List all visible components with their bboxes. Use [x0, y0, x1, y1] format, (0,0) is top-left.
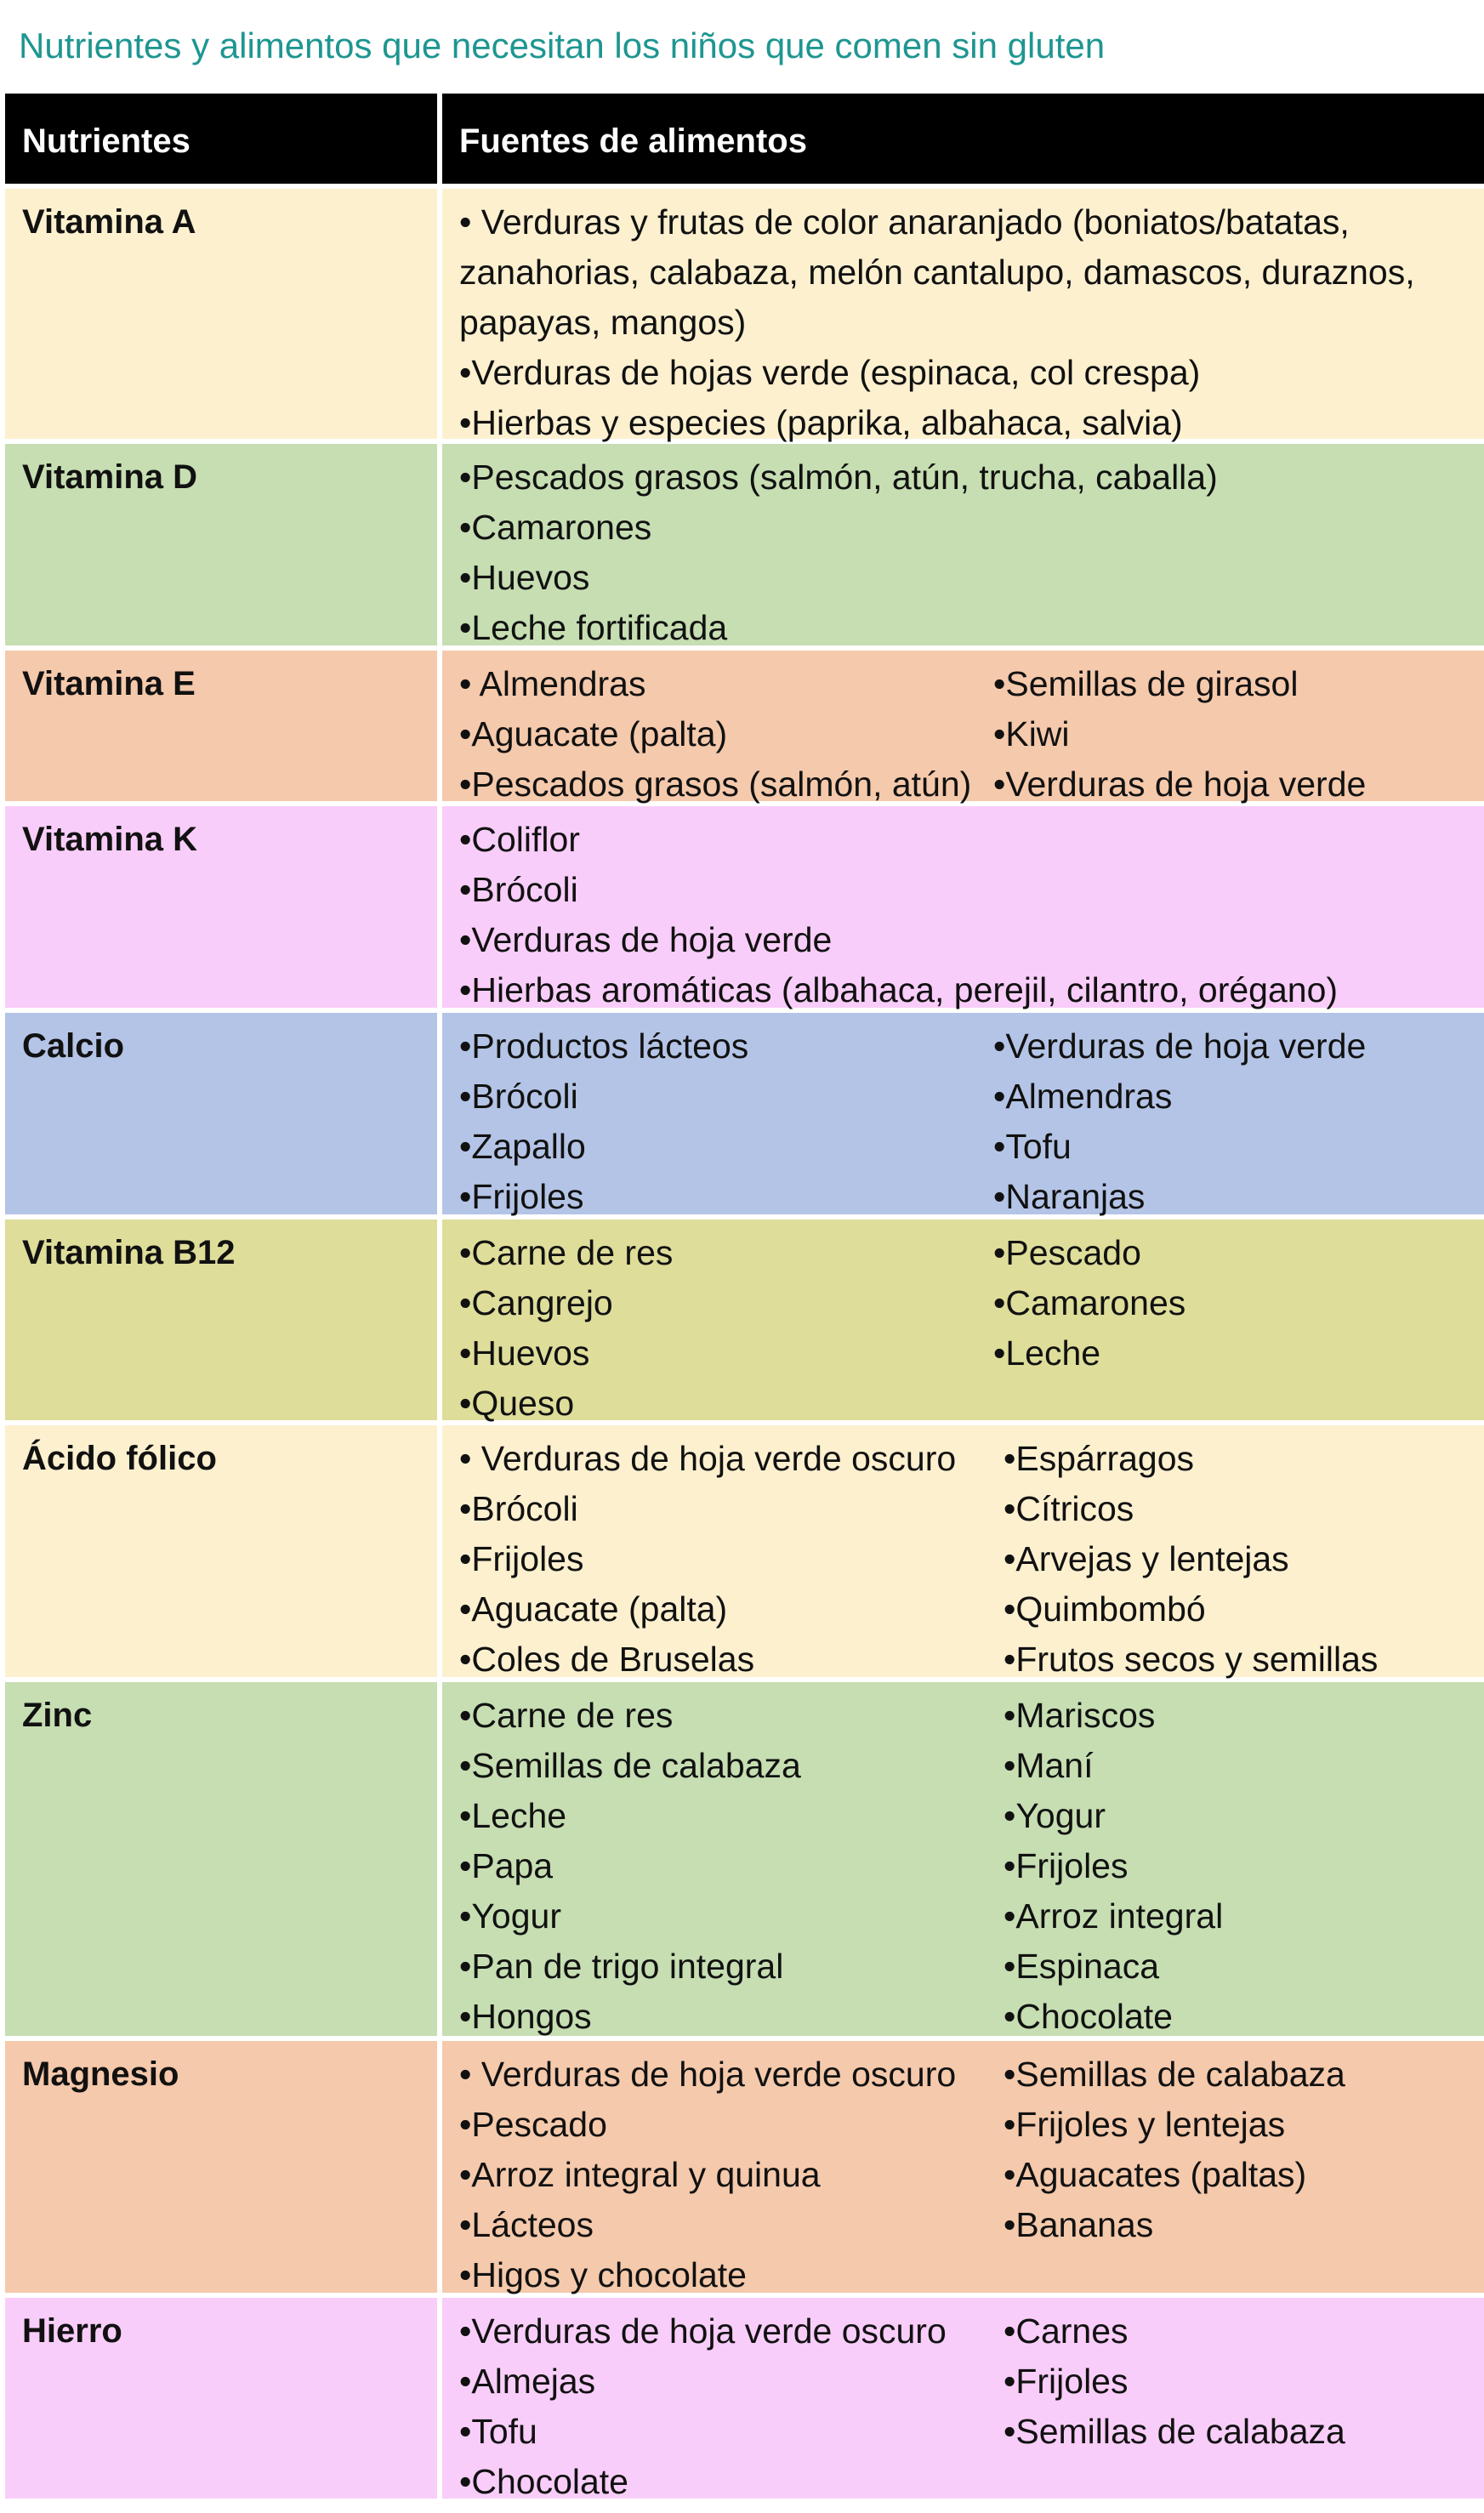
list-item: •Hongos	[459, 1997, 592, 2036]
list-item: •Yogur	[459, 1896, 561, 1936]
list-item: •Leche	[459, 1796, 567, 1835]
nutrient-name: Vitamina E	[5, 651, 442, 801]
list-item: •Huevos	[459, 558, 590, 597]
list-item: •Brócoli	[459, 1489, 578, 1528]
table-row	[5, 2041, 1484, 2298]
list-item: •Verduras de hoja verde oscuro	[459, 2311, 947, 2351]
list-item: •Cítricos	[1004, 1489, 1134, 1528]
list-item: •Higos y chocolate	[459, 2255, 747, 2294]
table-row	[5, 806, 1484, 1013]
list-item: •Cangrejo	[459, 1283, 613, 1322]
list-item: •Zapallo	[459, 1127, 586, 1166]
list-item: •Tofu	[993, 1127, 1072, 1166]
list-item: • Verduras de hoja verde oscuro	[459, 1439, 957, 1478]
list-item: •Verduras de hoja verde	[459, 920, 833, 959]
nutrient-name: Hierro	[5, 2298, 442, 2499]
nutrient-name: Vitamina A	[5, 189, 442, 439]
list-item: •Aguacate (palta)	[459, 1589, 728, 1629]
list-item: •Hierbas aromáticas (albahaca, perejil, cilantro, orégano)	[459, 970, 1339, 1009]
list-item: •Lácteos	[459, 2205, 594, 2244]
food-column-left	[459, 1434, 1004, 1677]
table-row	[5, 189, 1484, 444]
header-nutrientes: Nutrientes	[5, 94, 442, 184]
list-item: •Huevos	[459, 1333, 590, 1373]
list-item: •Pescado	[993, 1233, 1141, 1272]
list-item: •Arroz integral y quinua	[459, 2155, 821, 2194]
food-sources	[442, 444, 1484, 645]
list-item: •Aguacate (palta)	[459, 714, 728, 753]
list-item: •Verduras de hojas verde (espinaca, col crespa)	[459, 353, 1201, 392]
list-item: •Semillas de calabaza	[1004, 2055, 1345, 2094]
list-item: •Verduras de hoja verde	[993, 765, 1367, 804]
nutrients-table	[5, 94, 1484, 2504]
food-sources	[442, 1682, 1484, 2036]
food-column-right	[1004, 1434, 1468, 1677]
food-column-left	[459, 815, 1468, 1008]
table-row	[5, 2298, 1484, 2504]
list-item: •Chocolate	[459, 2462, 628, 2501]
list-item: •Semillas de calabaza	[459, 1746, 801, 1785]
list-item: •Maní	[1004, 1746, 1094, 1785]
list-item: •Pan de trigo integral	[459, 1947, 784, 1986]
list-item: •Quimbombó	[1004, 1589, 1206, 1629]
list-item: •Carne de res	[459, 1233, 674, 1272]
list-item: •Camarones	[993, 1283, 1186, 1322]
food-column-left	[459, 2050, 1004, 2293]
table-body	[5, 189, 1484, 2504]
table-row	[5, 1013, 1484, 1220]
list-item: • Verduras de hoja verde oscuro	[459, 2055, 957, 2094]
list-item: •Tofu	[459, 2412, 537, 2451]
list-item: •Arroz integral	[1004, 1896, 1224, 1936]
food-column-right	[993, 659, 1468, 804]
food-column-right	[1004, 1691, 1468, 2036]
food-column-right	[1004, 2306, 1468, 2499]
table-row	[5, 1682, 1484, 2041]
list-item: •Naranjas	[993, 1177, 1146, 1216]
list-item: •Pescado	[459, 2105, 607, 2144]
list-item: •Papa	[459, 1846, 554, 1885]
list-item: • Verduras y frutas de color anaranjado (boniatos/batatas, zanahorias, calabaza, melón cantalupo, damascos, duraznos, papayas, mangos)	[459, 202, 1415, 342]
list-item: •Productos lácteos	[459, 1026, 749, 1066]
list-item: •Pescados grasos (salmón, atún, trucha, caballa)	[459, 458, 1218, 497]
list-item: •Leche fortificada	[459, 608, 728, 647]
list-item: •Carne de res	[459, 1696, 674, 1735]
nutrient-name: Vitamina B12	[5, 1220, 442, 1420]
list-item: •Frijoles	[459, 1539, 584, 1578]
food-sources	[442, 2041, 1484, 2293]
list-item: •Brócoli	[459, 1077, 578, 1116]
list-item: •Carnes	[1004, 2311, 1129, 2351]
food-sources	[442, 1425, 1484, 1677]
nutrient-name: Zinc	[5, 1682, 442, 2036]
list-item: •Yogur	[1004, 1796, 1106, 1835]
list-item: •Espárragos	[1004, 1439, 1195, 1478]
list-item: •Frijoles y lentejas	[1004, 2105, 1286, 2144]
list-item: •Espinaca	[1004, 1947, 1160, 1986]
list-item: •Frijoles	[1004, 2362, 1129, 2401]
food-column-right	[993, 1228, 1468, 1420]
list-item: •Arvejas y lentejas	[1004, 1539, 1289, 1578]
list-item: •Semillas de calabaza	[1004, 2412, 1345, 2451]
table-row	[5, 444, 1484, 651]
food-sources	[442, 1013, 1484, 1214]
list-item: •Almendras	[993, 1077, 1173, 1116]
list-item: •Aguacates (paltas)	[1004, 2155, 1307, 2194]
nutrient-name: Vitamina D	[5, 444, 442, 645]
list-item: •Mariscos	[1004, 1696, 1156, 1735]
food-column-left	[459, 452, 1468, 645]
table-row	[5, 651, 1484, 806]
food-column-left	[459, 2306, 1004, 2499]
list-item: •Frutos secos y semillas	[1004, 1640, 1379, 1679]
food-sources	[442, 189, 1484, 442]
list-item: •Chocolate	[1004, 1997, 1173, 2036]
list-item: •Coles de Bruselas	[459, 1640, 755, 1679]
header-fuentes: Fuentes de alimentos	[459, 122, 807, 160]
list-item: •Coliflor	[459, 820, 580, 859]
list-item: •Kiwi	[993, 714, 1070, 753]
page-title: Nutrientes y alimentos que necesitan los niños que comen sin gluten	[19, 26, 1106, 65]
list-item: •Almejas	[459, 2362, 596, 2401]
nutrient-name: Calcio	[5, 1013, 442, 1214]
food-column-left	[459, 1021, 993, 1214]
nutrient-name: Ácido fólico	[5, 1425, 442, 1677]
table-row	[5, 1425, 1484, 1682]
food-sources	[442, 651, 1484, 804]
list-item: •Bananas	[1004, 2205, 1154, 2244]
food-column-left	[459, 1691, 1004, 2036]
list-item: •Camarones	[459, 508, 652, 547]
list-item: • Almendras	[459, 664, 646, 703]
food-column-left	[459, 659, 993, 804]
food-column-left	[459, 197, 1468, 442]
food-sources	[442, 1220, 1484, 1423]
list-item: •Semillas de girasol	[993, 664, 1299, 703]
list-item: •Hierbas y especies (paprika, albahaca, salvia)	[459, 403, 1183, 442]
table-header	[5, 94, 1484, 189]
food-column-right	[1004, 2050, 1468, 2293]
list-item: •Leche	[993, 1333, 1101, 1373]
list-item: •Verduras de hoja verde	[993, 1026, 1367, 1066]
food-column-left	[459, 1228, 993, 1423]
list-item: •Frijoles	[459, 1177, 584, 1216]
list-item: •Queso	[459, 1384, 575, 1423]
list-item: •Frijoles	[1004, 1846, 1129, 1885]
table-row	[5, 1220, 1484, 1425]
food-sources	[442, 2298, 1484, 2499]
food-sources	[442, 806, 1484, 1008]
list-item: •Pescados grasos (salmón, atún)	[459, 765, 972, 804]
list-item: •Brócoli	[459, 870, 578, 909]
nutrient-name: Vitamina K	[5, 806, 442, 1008]
nutrient-name: Magnesio	[5, 2041, 442, 2293]
food-column-right	[993, 1021, 1468, 1214]
